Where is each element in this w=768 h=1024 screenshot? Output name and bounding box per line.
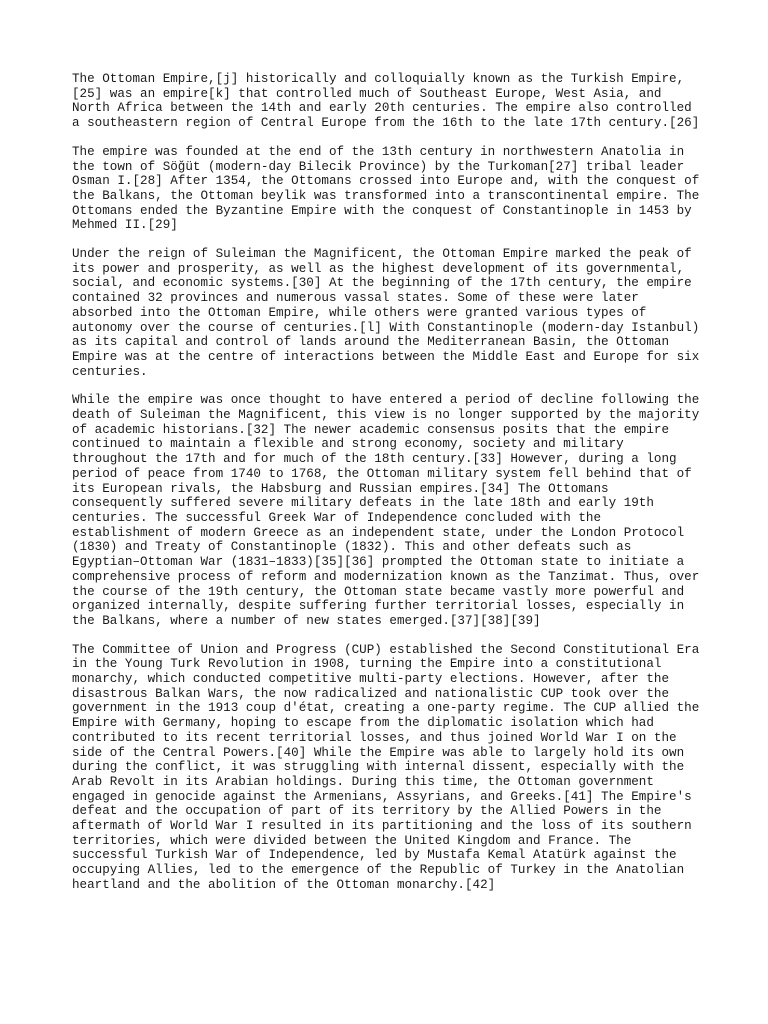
paragraph-2: The empire was founded at the end of the 13th century in northwestern Anatolia in the town of Söğüt (modern-day Bilecik Province) by the Turkoman[27] tribal leader Osman I.[28] After 1354, the Ottomans crossed into Europe and, with the conquest of the Balkans, the Ottoman beylik was transformed into a transcontinental empire. The Ottomans ended the Byzantine Empire with the conquest of Constantinople in 1453 by Mehmed II.[29] (72, 144, 700, 233)
paragraph-1: The Ottoman Empire,[j] historically and colloquially known as the Turkish Empire, [25] was an empire[k] that controlled much of Southeast Europe, West Asia, and North Africa between the 14th and early 20th centuries. The empire also controlled a southeastern region of Central Europe from the 16th to the late 17th century.[26] (72, 72, 700, 131)
paragraph-3: Under the reign of Suleiman the Magnificent, the Ottoman Empire marked the peak of its power and prosperity, as well as the highest development of its governmental, social, and economic systems.[30] At the beginning of the 17th century, the empire contained 32 provinces and numerous vassal states. Some of these were later absorbed into the Ottoman Empire, while others were granted various types of autonomy over the course of centuries.[l] With Constantinople (modern-day Istanbul) as its capital and control of lands around the Mediterranean Basin, the Ottoman Empire was at the centre of interactions between the Middle East and Europe for six centuries. (72, 247, 700, 379)
document-page (72, 72, 712, 907)
paragraph-5: The Committee of Union and Progress (CUP) established the Second Constitutional Era in the Young Turk Revolution in 1908, turning the Empire into a constitutional monarchy, which conducted competitive multi-party elections. However, after the disastrous Balkan Wars, the now radicalized and nationalistic CUP took over the government in the 1913 coup d'état, creating a one-party regime. The CUP allied the Empire with Germany, hoping to escape from the diplomatic isolation which had contributed to its recent territorial losses, and thus joined World War I on the side of the Central Powers.[40] While the Empire was able to largely hold its own during the conflict, it was struggling with internal dissent, especially with the Arab Revolt in its Arabian holdings. During this time, the Ottoman government engaged in genocide against the Armenians, Assyrians, and Greeks.[41] The Empire's defeat and the occupation of part of its territory by the Allied Powers in the aftermath of World War I resulted in its partitioning and the loss of its southern territories, which were divided between the United Kingdom and France. The successful Turkish War of Independence, led by Mustafa Kemal Atatürk against the occupying Allies, led to the emergence of the Republic of Turkey in the Anatolian heartland and the abolition of the Ottoman monarchy.[42] (72, 642, 700, 892)
paragraph-4: While the empire was once thought to have entered a period of decline following the death of Suleiman the Magnificent, this view is no longer supported by the majority of academic historians.[32] The newer academic consensus posits that the empire continued to maintain a flexible and strong economy, society and military throughout the 17th and for much of the 18th century.[33] However, during a long period of peace from 1740 to 1768, the Ottoman military system fell behind that of its European rivals, the Habsburg and Russian empires.[34] The Ottomans consequently suffered severe military defeats in the late 18th and early 19th centuries. The successful Greek War of Independence concluded with the establishment of modern Greece as an independent state, under the London Protocol (1830) and Treaty of Constantinople (1832). This and other defeats such as Egyptian–Ottoman War (1831–1833)[35][36] prompted the Ottoman state to initiate a comprehensive process of reform and modernization known as the Tanzimat. Thus, over the course of the 19th century, the Ottoman state became vastly more powerful and organized internally, despite suffering further territorial losses, especially in the Balkans, where a number of new states emerged.[37][38][39] (72, 393, 700, 628)
